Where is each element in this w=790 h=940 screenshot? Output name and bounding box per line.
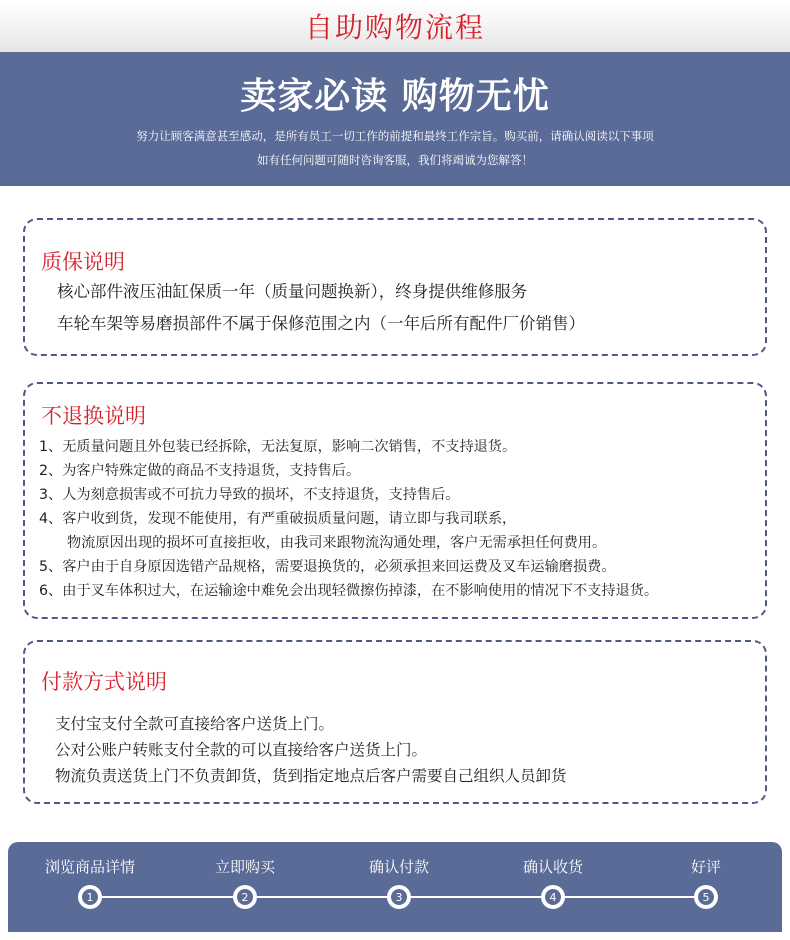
payment-line: 公对公账户转账支付全款的可以直接给客户送货上门。 bbox=[55, 741, 428, 759]
warranty-line: 核心部件液压油缸保质一年（质量问题换新），终身提供维修服务 bbox=[57, 282, 528, 301]
step-number: 3 bbox=[390, 888, 408, 906]
return-policy-item-continuation: 物流原因出现的损坏可直接拒收，由我司来跟物流沟通处理，客户无需承担任何费用。 bbox=[67, 535, 607, 551]
return-policy-title: 不退换说明 bbox=[41, 404, 146, 428]
banner bbox=[0, 52, 790, 186]
step-number: 5 bbox=[697, 888, 715, 906]
step-label-browse: 浏览商品详情 bbox=[44, 858, 135, 876]
step-label-confirm-payment: 确认付款 bbox=[368, 858, 429, 876]
step-marker-2 bbox=[233, 885, 257, 909]
return-policy-item: 5、客户由于自身原因选错产品规格，需要退换货的，必须承担来回运费及叉车运输磨损费。 bbox=[39, 559, 616, 575]
warranty-title: 质保说明 bbox=[41, 250, 125, 274]
top-title-bar bbox=[0, 0, 790, 52]
payment-card bbox=[23, 640, 767, 804]
return-policy-card bbox=[23, 382, 767, 619]
shopping-steps-bar bbox=[8, 842, 782, 932]
step-label-buy-now: 立即购买 bbox=[214, 858, 275, 876]
payment-line: 支付宝支付全款可直接给客户送货上门。 bbox=[55, 715, 335, 733]
return-policy-item: 3、人为刻意损害或不可抗力导致的损坏，不支持退货，支持售后。 bbox=[39, 487, 460, 503]
step-label-review: 好评 bbox=[690, 858, 721, 876]
warranty-card bbox=[23, 218, 767, 356]
payment-title: 付款方式说明 bbox=[41, 670, 167, 694]
page-title: 自助购物流程 bbox=[304, 11, 485, 44]
step-label-confirm-receipt: 确认收货 bbox=[522, 858, 583, 876]
banner-title: 卖家必读 购物无忧 bbox=[240, 76, 550, 117]
step-number: 1 bbox=[81, 888, 99, 906]
return-policy-item: 4、客户收到货，发现不能使用，有严重破损质量问题，请立即与我司联系， bbox=[39, 511, 517, 527]
step-marker-3 bbox=[387, 885, 411, 909]
banner-subtitle-line-1: 努力让顾客满意甚至感动，是所有员工一切工作的前提和最终工作宗旨。购买前，请确认阅读以下事项 bbox=[136, 129, 654, 143]
banner-subtitle-line-2: 如有任何问题可随时咨询客服，我们将竭诚为您解答！ bbox=[257, 153, 533, 167]
step-marker-5 bbox=[694, 885, 718, 909]
warranty-line: 车轮车架等易磨损部件不属于保修范围之内（一年后所有配件厂价销售） bbox=[57, 314, 585, 333]
step-number: 2 bbox=[236, 888, 254, 906]
step-marker-4 bbox=[541, 885, 565, 909]
return-policy-item: 1、无质量问题且外包装已经拆除，无法复原，影响二次销售，不支持退货。 bbox=[39, 439, 517, 455]
payment-line: 物流负责送货上门不负责卸货，货到指定地点后客户需要自己组织人员卸货 bbox=[55, 767, 567, 785]
step-number: 4 bbox=[544, 888, 562, 906]
return-policy-item: 6、由于叉车体积过大，在运输途中难免会出现轻微擦伤掉漆，在不影响使用的情况下不支持退货。 bbox=[39, 583, 659, 599]
return-policy-item: 2、为客户特殊定做的商品不支持退货，支持售后。 bbox=[39, 463, 361, 479]
step-marker-1 bbox=[78, 885, 102, 909]
